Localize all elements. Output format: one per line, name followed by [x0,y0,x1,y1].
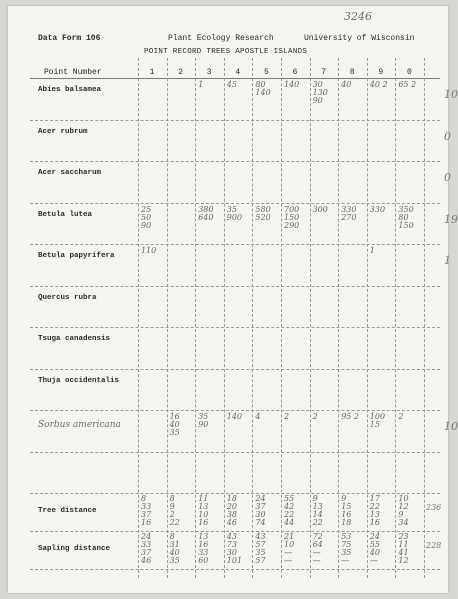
column-number: 0 [406,68,412,77]
tree-distance-cell: 8 9 2 22 [169,494,180,527]
species-cell: 95 2 [341,412,359,421]
distance-total: 228 [426,541,442,550]
row-divider [30,369,440,370]
species-cell: 330 270 [341,204,357,222]
species-label: Tsuga canadensis [38,335,111,343]
species-cell: 380 640 [198,204,214,222]
species-cell: 580 520 [255,204,271,222]
row-divider [30,244,440,245]
column-divider [195,58,196,578]
sapling-distance-label: Sapling distance [38,545,111,553]
species-cell: 2 [398,412,404,421]
tree-distance-cell: 11 13 10 16 [198,494,209,527]
organization-label: Plant Ecology Research [168,34,274,43]
sapling-distance-cell: 53 75 35 — [341,532,352,565]
row-total: 10 [444,420,458,433]
sapling-distance-cell: 8 31 40 35 [169,532,180,565]
column-number: 9 [378,68,384,77]
species-cell: 65 2 [398,80,417,89]
species-cell: 140 [226,412,243,421]
species-label: Acer rubrum [38,127,88,136]
sapling-distance-cell: 43 73 30 101 [226,532,243,565]
species-cell: 330 [369,204,386,214]
row-total: 19 [444,212,458,226]
species-cell: 40 2 [369,80,388,89]
species-cell: 1 [198,80,204,89]
species-cell: 30 130 90 [312,80,328,105]
species-label: Abies balsamea [38,86,102,94]
tree-distance-cell: 18 20 38 46 [226,494,237,527]
column-divider [310,58,311,578]
column-divider [281,58,282,578]
column-divider [424,58,425,578]
row-total: 0 [444,171,451,184]
row-total: 1 [444,254,451,267]
species-cell: 2 [284,412,290,421]
sapling-distance-cell: 72 64 — — [312,532,323,565]
column-number: 2 [178,68,183,77]
column-divider [252,58,253,578]
sapling-distance-cell: 43 57 35 57 [255,532,266,565]
row-divider [30,452,440,453]
species-cell: 80 140 [255,80,271,97]
species-label: Thuja occidentalis [38,376,120,385]
tree-distance-cell: 10 12 9 34 [398,494,409,527]
species-cell: 25 50 90 [141,204,152,230]
sapling-distance-cell: 13 16 33 60 [198,532,209,565]
sapling-distance-cell: 23 11 41 12 [398,532,409,565]
sapling-distance-cell: 21 10 — — [284,532,295,565]
species-cell: 35 900 [226,204,243,222]
species-cell: 700 150 290 [284,204,300,230]
header-rule [30,78,440,79]
species-cell: 140 [284,80,300,89]
distance-total: 236 [426,503,442,512]
column-divider [395,58,396,578]
column-divider [224,58,225,578]
species-label: Betula lutea [38,210,93,219]
tree-distance-cell: 17 22 13 16 [369,494,380,527]
data-form-sheet [8,6,458,593]
sapling-distance-cell: 24 55 40 — [369,532,380,565]
tree-distance-cell: 24 37 30 74 [255,494,266,527]
column-divider [138,58,139,578]
column-number: 1 [149,68,155,77]
sapling-distance-cell: 24 33 37 46 [141,532,152,565]
form-id-label: Data Form 106 [38,34,101,43]
species-cell: 300 [312,204,328,214]
form-subtitle: POINT RECORD TREES APOSTLE ISLANDS [144,48,308,56]
row-divider [30,161,440,162]
column-number: 7 [321,68,326,77]
species-cell: 16 40 35 [169,412,180,437]
species-label: Sorbus americana [38,420,121,430]
row-divider [30,569,440,570]
row-divider [30,327,440,328]
species-cell: 350 80 150 [398,204,414,230]
species-cell: 2 [312,412,318,421]
row-divider [30,203,440,204]
row-divider [30,120,440,121]
corner-pencil-note: 3246 [344,10,372,23]
university-label: University of Wisconsin [304,34,415,43]
tree-distance-cell: 8 33 37 16 [141,494,152,527]
row-divider [30,410,440,411]
column-divider [367,58,368,578]
tree-distance-cell: 55 42 22 44 [284,494,295,527]
species-cell: 45 [226,80,237,89]
species-cell: 40 [341,80,352,89]
column-number: 6 [292,68,298,77]
species-label: Quercus rubra [38,293,97,302]
species-cell: 1 [369,246,375,255]
row-total: 10 [444,88,458,101]
record-table [30,58,458,578]
column-number: 5 [263,68,269,77]
species-label: Betula papyrifera [38,252,115,260]
tree-distance-label: Tree distance [38,507,97,515]
species-cell: 100 15 [369,412,386,429]
species-cell: 35 90 [198,412,209,429]
column-number: 8 [349,68,355,77]
column-divider [338,58,339,578]
species-cell: 110 [141,246,157,255]
row-divider [30,286,440,287]
tree-distance-cell: 9 13 14 22 [312,494,323,527]
tree-distance-cell: 9 15 16 18 [341,494,352,527]
column-number: 3 [206,68,212,77]
column-number: 4 [235,68,241,77]
column-divider [167,58,168,578]
species-cell: 4 [255,412,261,421]
row-total: 0 [444,129,451,143]
point-number-header: Point Number [44,68,102,77]
species-label: Acer saccharum [38,169,102,177]
